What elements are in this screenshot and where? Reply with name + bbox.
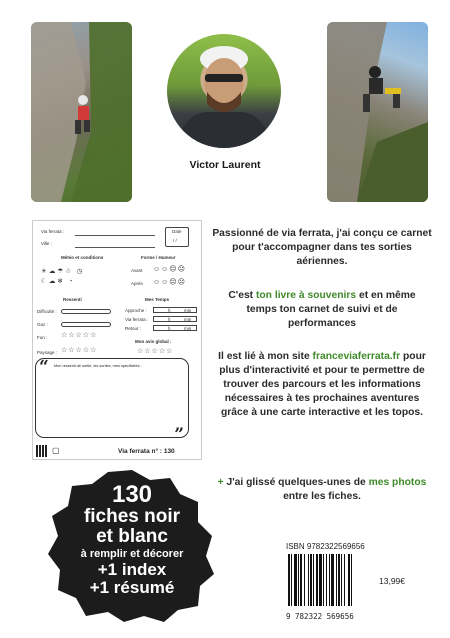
- barcode-bar: [319, 554, 322, 606]
- weather-icons: ☀☁☂☃ ◷: [41, 268, 85, 275]
- price: 13,99€: [379, 576, 405, 586]
- paysage-stars: ☆☆☆☆☆: [61, 347, 98, 354]
- barcode-bar: [341, 554, 342, 606]
- barcode-bar: [344, 554, 345, 606]
- via-time-box: [153, 316, 197, 322]
- barcode-bar: [304, 554, 305, 606]
- intro-paragraph: Passionné de via ferrata, j'ai conçu ce carnet pour t'accompagner dans tes sorties aériennes.: [212, 228, 432, 267]
- approche-h: h: [168, 308, 171, 313]
- avis-label: Mon avis global :: [135, 339, 172, 344]
- notes-box: [35, 357, 189, 445]
- author-name: Victor Laurent: [189, 159, 261, 171]
- isbn-label: ISBN 9782322569656: [286, 542, 365, 551]
- approche-label: Approche :: [125, 308, 147, 313]
- date-label: Date: [172, 229, 182, 234]
- ressenti-label: Ressenti: [63, 297, 82, 302]
- photos-paragraph: + J'ai glissé quelques-unes de mes photos entre les fiches.: [217, 477, 427, 502]
- barcode-bar: [291, 554, 292, 606]
- ville-label: Ville :: [41, 241, 52, 246]
- image-icon: ▢: [52, 446, 60, 455]
- badge-text: [58, 483, 206, 597]
- paysage-label: Paysage :: [37, 350, 58, 355]
- via-ferrata-number: Via ferrata n° : 130: [118, 448, 175, 455]
- retour-h: h: [168, 326, 171, 331]
- barcode-bar: [329, 554, 330, 606]
- forme-label: Forme / Humeur: [141, 255, 176, 260]
- barcode-bar: [351, 554, 352, 606]
- difficulte-label: Difficulté :: [37, 309, 57, 314]
- barcode-bar: [288, 554, 290, 606]
- badge-line5: +1 index: [97, 560, 167, 579]
- meteo-label: Météo et conditions: [61, 255, 104, 260]
- barcode-bar: [323, 554, 324, 606]
- apres-label: Après: [131, 281, 143, 286]
- weather-icons-2: ☾☁❄ ◔: [41, 278, 75, 285]
- souvenirs-paragraph: C'est ton livre à souvenirs et en même temps ton carnet de suivi et de performances: [228, 290, 416, 329]
- barcode-bar: [298, 554, 299, 606]
- barcode-bar: [313, 554, 314, 606]
- retour-time-box: [153, 325, 197, 331]
- retour-label: Retour :: [125, 326, 142, 331]
- climber-photo-left: [31, 22, 132, 202]
- barcode-digits: 9 782322 569656: [286, 612, 354, 621]
- close-quote-icon: ”: [174, 425, 184, 445]
- climber-photo-right: [327, 22, 428, 202]
- barcode-bar: [300, 554, 302, 606]
- badge-line3: et blanc: [96, 526, 168, 547]
- notes-hint: Mon ressenti de sortie, les sorties, mes spécificités :: [54, 364, 142, 368]
- mes-temps-label: Mes Temps: [145, 297, 170, 302]
- open-quote-icon: “: [39, 357, 49, 377]
- qr-code-icon: [36, 445, 48, 457]
- avant-label: Avant: [131, 268, 143, 273]
- barcode-bar: [326, 554, 327, 606]
- approche-min: min: [184, 308, 192, 313]
- difficulte-bar: [61, 309, 111, 314]
- badge-count: 130: [111, 481, 153, 508]
- via-h: h: [168, 317, 171, 322]
- via-min: min: [184, 317, 192, 322]
- barcode-bar: [310, 554, 312, 606]
- barcode-bar: [336, 554, 337, 606]
- approche-time-box: [153, 307, 197, 313]
- website-paragraph: Il est lié à mon site franceviaferrata.fr pour plus d'interactivité et pour te permettre de trouver des parcours et les informations nécessaires à tes prochaines aventures grâce à une carte interactive et les topos.: [218, 351, 426, 418]
- date-value: / /: [173, 238, 177, 243]
- avis-stars: ☆☆☆☆☆: [137, 348, 174, 355]
- date-box: [165, 227, 189, 247]
- barcode-bar: [348, 554, 350, 606]
- barcode: [286, 554, 372, 621]
- badge-line2: fiches noir: [83, 506, 181, 527]
- via-ferrata-label: Via ferrata :: [41, 229, 65, 234]
- mood-icons-apres: ☺☺☹☹: [153, 279, 186, 286]
- mood-icons-avant: ☺☺☹☹: [153, 266, 186, 273]
- badge-line4: à remplir et décorer: [80, 548, 184, 560]
- retour-min: min: [184, 326, 192, 331]
- author-portrait: [167, 34, 281, 148]
- badge-line6: +1 résumé: [89, 578, 175, 597]
- gaz-label: Gaz :: [37, 322, 48, 327]
- fun-label: Fun :: [37, 335, 48, 340]
- barcode-bar: [316, 554, 318, 606]
- fun-stars: ☆☆☆☆☆: [61, 332, 98, 339]
- gaz-bar: [61, 322, 111, 327]
- barcode-bar: [338, 554, 340, 606]
- barcode-bar: [308, 554, 309, 606]
- via-ferrata-time-label: Via ferrata :: [125, 317, 149, 322]
- barcode-bar: [331, 554, 334, 606]
- barcode-bar: [294, 554, 297, 606]
